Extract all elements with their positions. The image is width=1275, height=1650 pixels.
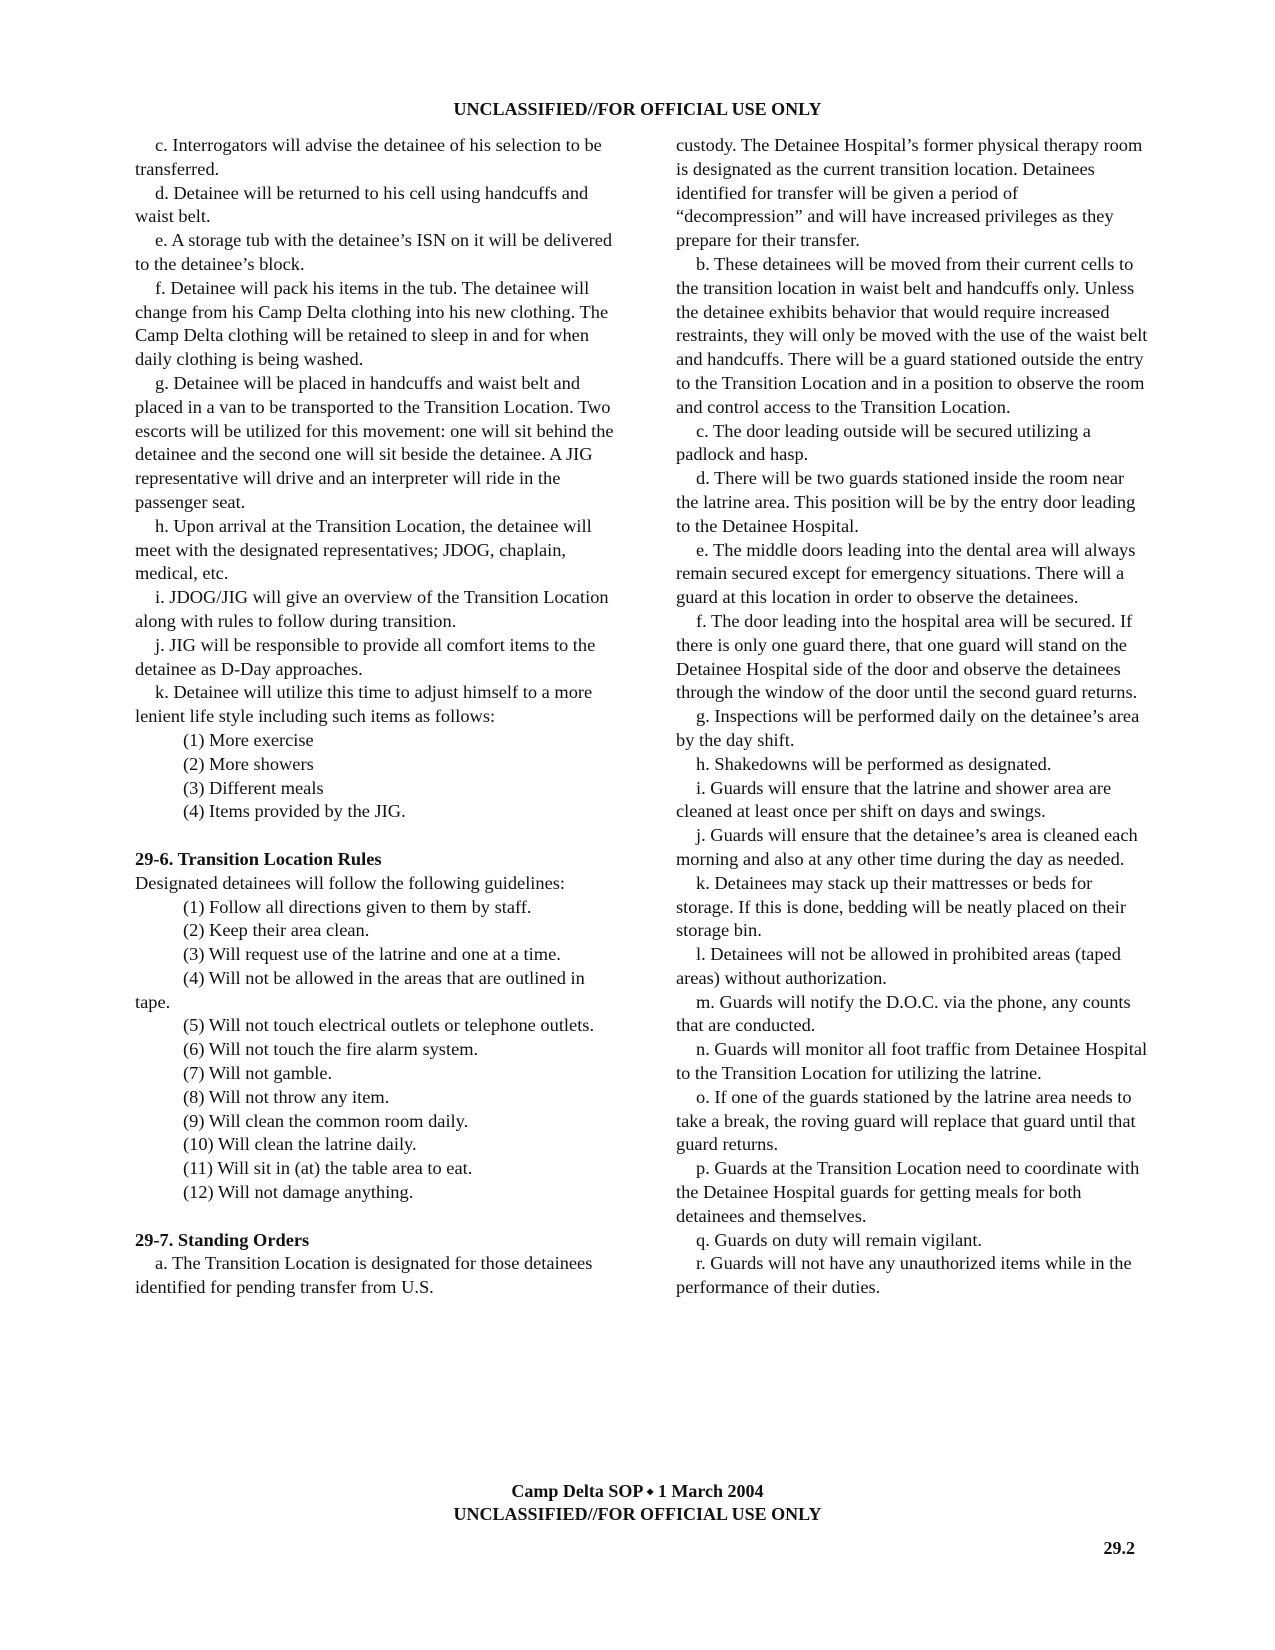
paragraph-m: m. Guards will notify the D.O.C. via the phone, any counts that are conducted. (676, 991, 1131, 1036)
paragraph-l: l. Detainees will not be allowed in prohibited areas (taped areas) without authorization. (676, 944, 1121, 988)
rule-item: (9) Will clean the common room daily. (183, 1110, 469, 1131)
paragraph-f: f. Detainee will pack his items in the tub. The detainee will change from his Camp Delta clothing into his new clothing. The Camp Delta clothing will be retained to sleep in and for when daily clothing is being washed. (135, 277, 609, 370)
section-intro-29-6: Designated detainees will follow the following guidelines: (135, 872, 566, 893)
rule-item: (8) Will not throw any item. (183, 1086, 390, 1107)
paragraph-j: j. JIG will be responsible to provide all comfort items to the detainee as D-Day approaches. (135, 634, 596, 679)
list-item: (4) Items provided by the JIG. (183, 801, 406, 822)
rule-item: (4) Will not be allowed in the areas that are outlined in tape. (135, 967, 585, 1012)
paragraph-h: h. Shakedowns will be performed as designated. (696, 753, 1052, 774)
paragraph-d: d. There will be two guards stationed inside the room near the latrine area. This position will be by the entry door leading to the Detainee Hospital. (676, 468, 1136, 536)
paragraph-n: n. Guards will monitor all foot traffic from Detainee Hospital to the Transition Location for utilizing the latrine. (676, 1039, 1148, 1084)
paragraph-b: b. These detainees will be moved from their current cells to the transition location in waist belt and handcuffs only. Unless the detainee exhibits behavior that would require increased restraints, they will only be moved with the use of the waist belt and handcuffs. There will be a guard stationed outside the entry to the Transition Location and in a position to observe the room and control access to the Transition Location. (676, 253, 1148, 417)
rule-item: (12) Will not damage anything. (183, 1182, 414, 1203)
paragraph-h: h. Upon arrival at the Transition Location, the detainee will meet with the designated representatives; JDOG, chaplain, medical, etc. (135, 515, 592, 584)
list-item: (2) More showers (183, 753, 314, 774)
paragraph-k: k. Detainees may stack up their mattresses or beds for storage. If this is done, bedding will be neatly placed on their storage bin. (676, 872, 1126, 941)
paragraph-f: f. The door leading into the hospital area will be secured. If there is only one guard there, that one guard will stand on the Detainee Hospital side of the door and observe the detainees through the window of the door until the second guard returns. (676, 610, 1138, 703)
paragraph-r: r. Guards will not have any unauthorized items while in the performance of their duties. (676, 1253, 1132, 1298)
paragraph-j: j. Guards will ensure that the detainee’s area is cleaned each morning and also at any other time during the day as needed. (676, 825, 1138, 869)
paragraph-o: o. If one of the guards stationed by the latrine area needs to take a break, the roving guard will replace that guard until that guard returns. (676, 1086, 1136, 1155)
page-number: 29.2 (1103, 1538, 1135, 1558)
rule-item: (2) Keep their area clean. (183, 920, 370, 941)
rule-item: (5) Will not touch electrical outlets or telephone outlets. (183, 1015, 595, 1036)
paragraph-c: c. Interrogators will advise the detainee of his selection to be transferred. (135, 135, 602, 179)
footer-doc-line: Camp Delta SOP ⬩ 1 March 2004 (511, 1481, 764, 1501)
footer-classification: UNCLASSIFIED//FOR OFFICIAL USE ONLY (453, 1504, 822, 1524)
paragraph-g: g. Inspections will be performed daily on the detainee’s area by the day shift. (676, 706, 1140, 750)
list-item: (3) Different meals (183, 777, 324, 798)
rule-item: (10) Will clean the latrine daily. (183, 1134, 417, 1155)
section-heading-29-7: 29-7. Standing Orders (135, 1229, 310, 1250)
paragraph-d: d. Detainee will be returned to his cell using handcuffs and waist belt. (135, 182, 589, 227)
paragraph-p: p. Guards at the Transition Location need to coordinate with the Detainee Hospital guards for getting meals for both detainees and themselves. (676, 1158, 1140, 1226)
rule-item: (11) Will sit in (at) the table area to eat. (183, 1158, 473, 1179)
rule-item: (6) Will not touch the fire alarm system. (183, 1039, 479, 1060)
paragraph-e: e. A storage tub with the detainee’s ISN on it will be delivered to the detainee’s block. (135, 230, 613, 274)
paragraph-a-continued: custody. The Detainee Hospital’s former physical therapy room is designated as the current transition location. Detainees identified for transfer will be given a period of “decompression” and will have increased privileges as they prepare for their transfer. (676, 135, 1143, 251)
rule-item: (3) Will request use of the latrine and one at a time. (183, 944, 561, 965)
header-classification: UNCLASSIFIED//FOR OFFICIAL USE ONLY (453, 99, 822, 119)
paragraph-i: i. JDOG/JIG will give an overview of the Transition Location along with rules to follow during transition. (135, 587, 609, 631)
right-column (676, 134, 1148, 1300)
paragraph-e: e. The middle doors leading into the dental area will always remain secured except for emergency situations. There will a guard at this location in order to observe the detainees. (676, 539, 1136, 608)
paragraph-k: k. Detainee will utilize this time to adjust himself to a more lenient life style including such items as follows: (135, 682, 593, 727)
rule-item: (7) Will not gamble. (183, 1063, 333, 1084)
paragraph-c: c. The door leading outside will be secured utilizing a padlock and hasp. (676, 420, 1091, 465)
paragraph-g: g. Detainee will be placed in handcuffs and waist belt and placed in a van to be transported to the Transition Location. Two escorts will be utilized for this movement: one will sit behind the detainee and the second one will sit beside the detainee. A JIG representative will drive and an interpreter will ride in the passenger seat. (135, 372, 614, 512)
list-item: (1) More exercise (183, 729, 314, 750)
paragraph-q: q. Guards on duty will remain vigilant. (696, 1229, 983, 1250)
paragraph-i: i. Guards will ensure that the latrine and shower area are cleaned at least once per shift on days and swings. (676, 777, 1112, 822)
paragraph-29-7-a: a. The Transition Location is designated for those detainees identified for pending transfer from U.S. (135, 1253, 593, 1298)
section-heading-29-6: 29-6. Transition Location Rules (135, 848, 382, 869)
left-column (135, 134, 615, 1300)
rule-item: (1) Follow all directions given to them by staff. (183, 896, 532, 917)
